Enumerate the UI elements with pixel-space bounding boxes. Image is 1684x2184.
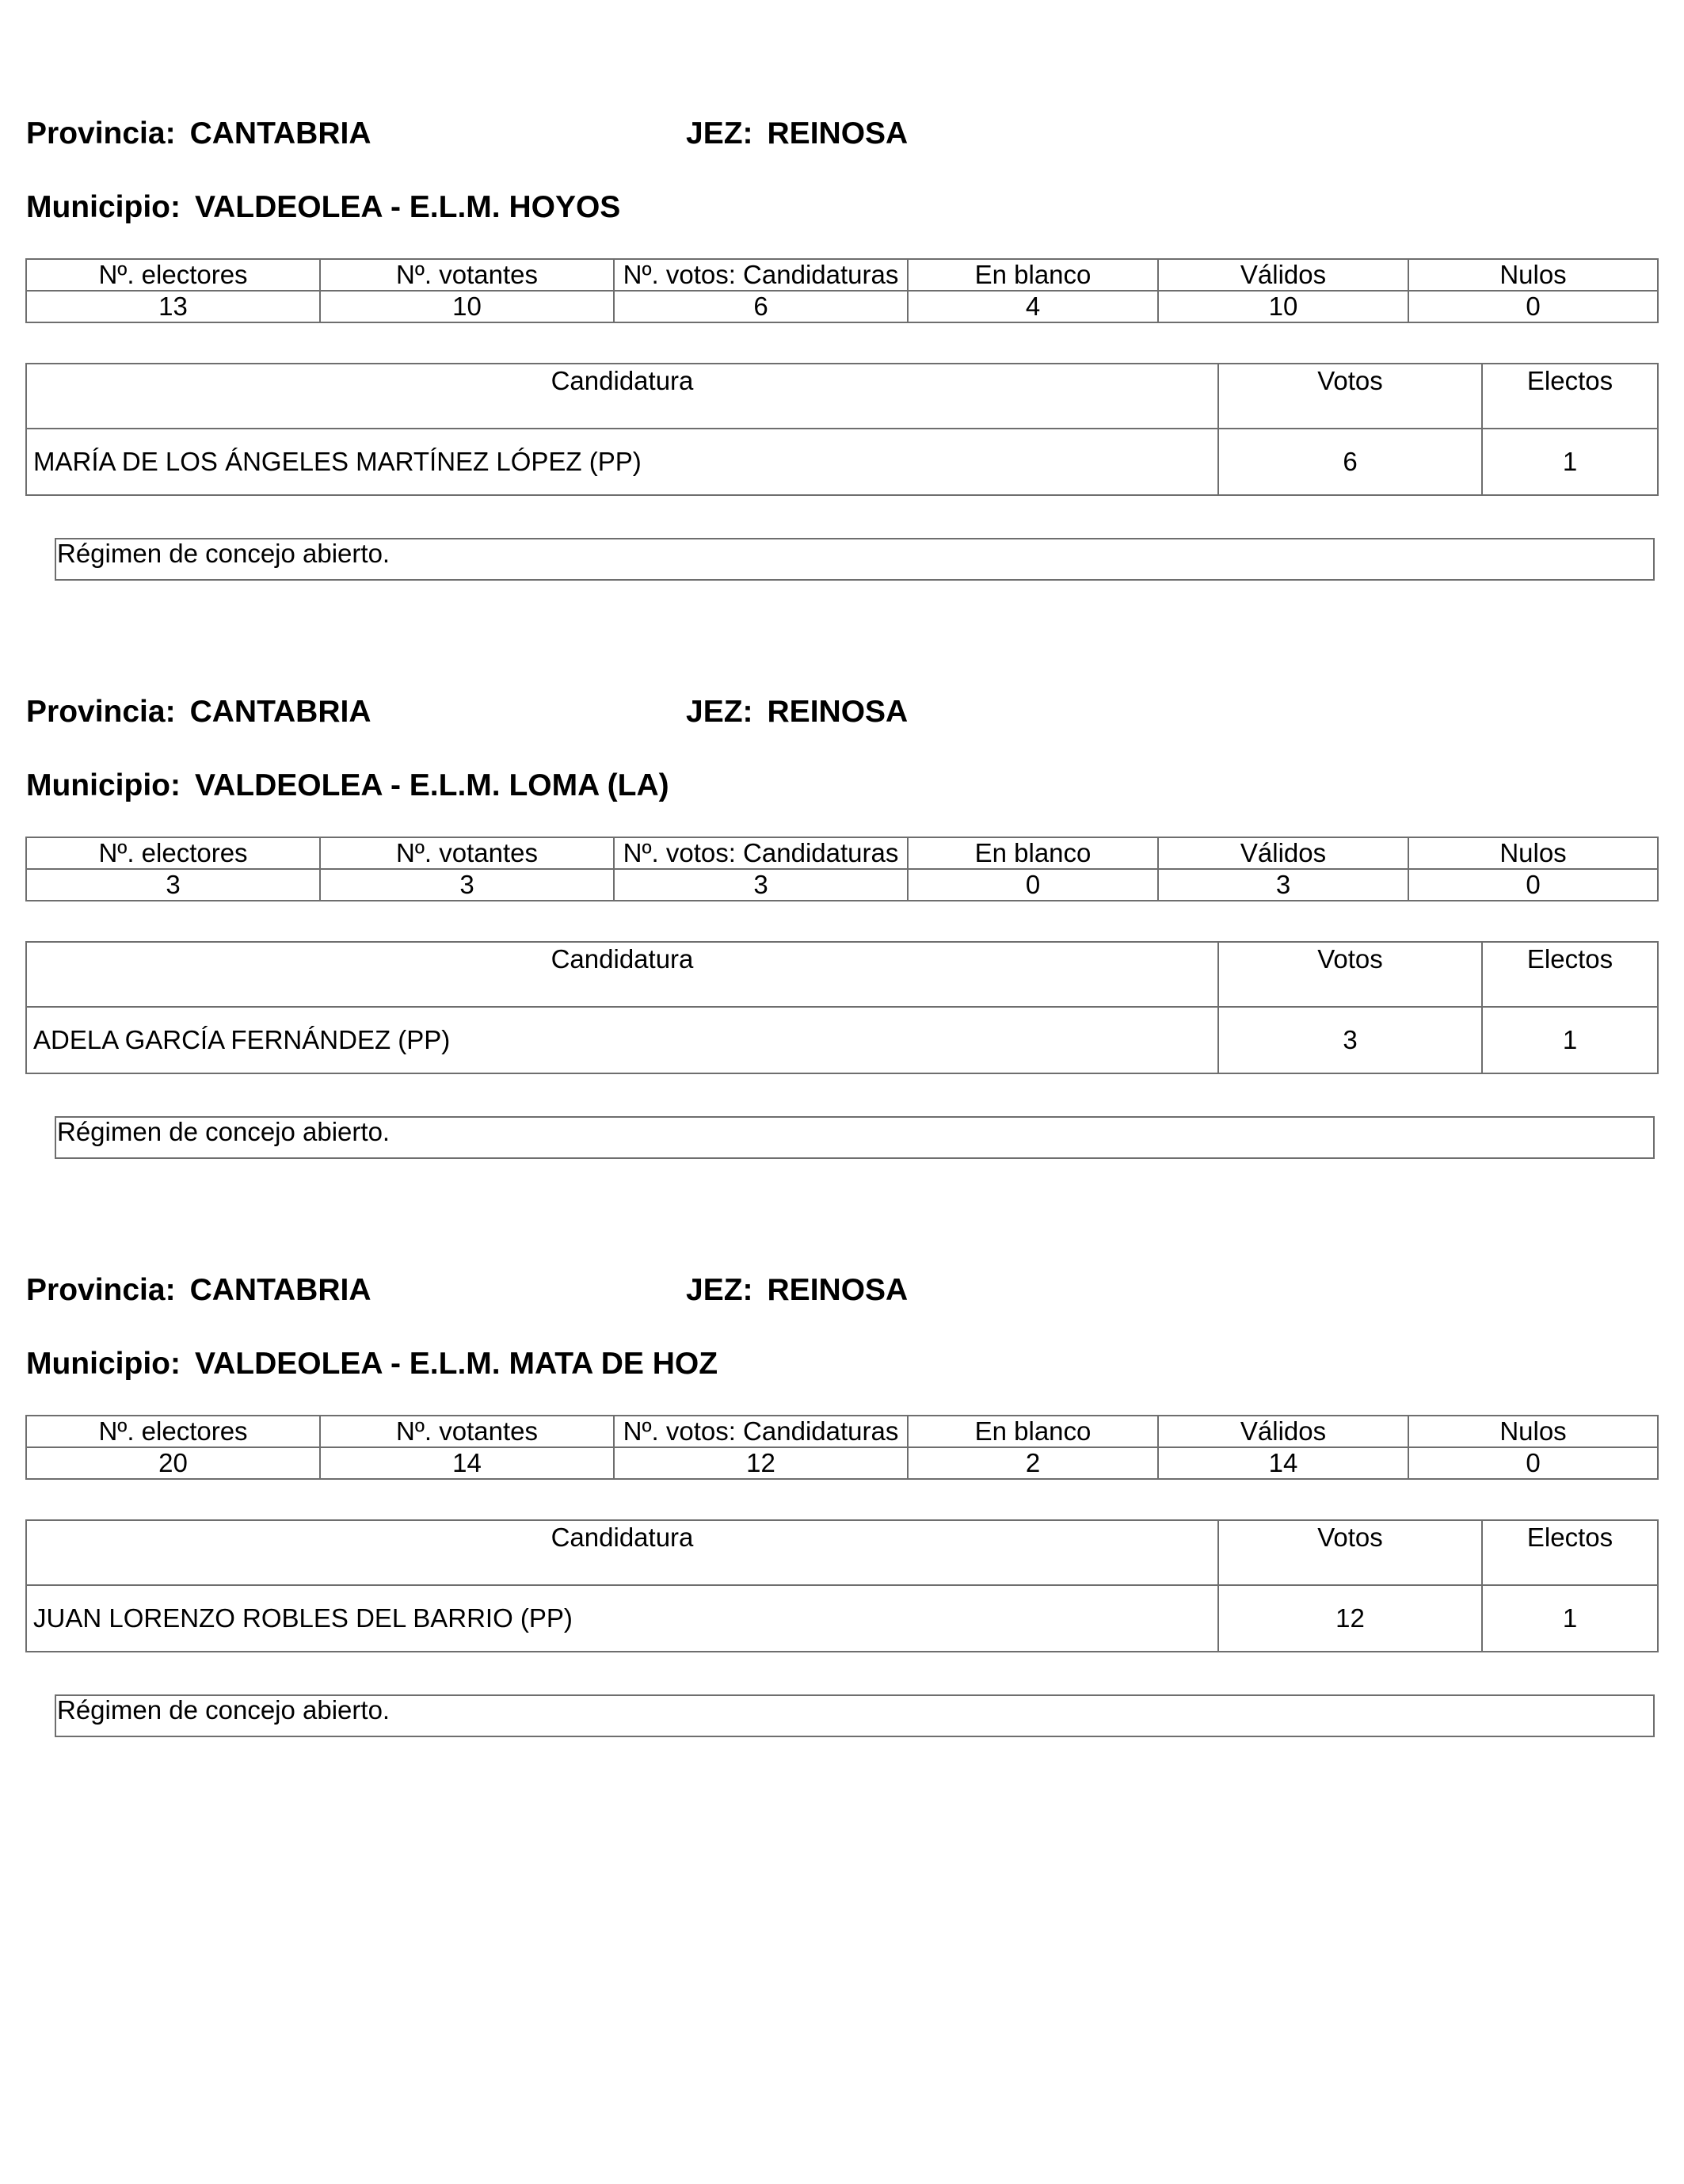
stats-header-cell: Nº. electores xyxy=(26,837,320,869)
candidates-header-row xyxy=(26,1520,1658,1585)
municipio-value: VALDEOLEA - E.L.M. LOMA (LA) xyxy=(194,768,669,802)
candidate-votos: 3 xyxy=(1218,1007,1482,1073)
stats-value-cell: 12 xyxy=(614,1447,908,1479)
stats-header-cell: Válidos xyxy=(1158,259,1408,291)
stats-header-cell: Válidos xyxy=(1158,837,1408,869)
candidate-name: JUAN LORENZO ROBLES DEL BARRIO (PP) xyxy=(26,1585,1218,1652)
stats-header-cell: Nulos xyxy=(1408,259,1658,291)
stats-value-cell: 0 xyxy=(908,869,1158,901)
candidates-table xyxy=(25,941,1659,1074)
candidates-table xyxy=(25,363,1659,496)
provincia-value: CANTABRIA xyxy=(189,116,371,151)
provincia-label: Provincia: xyxy=(26,116,176,151)
jez-label: JEZ: xyxy=(686,1273,753,1307)
jez-line xyxy=(686,695,908,730)
provincia-label: Provincia: xyxy=(26,695,176,729)
stats-header-cell: Nº. electores xyxy=(26,1416,320,1447)
stats-value-cell: 0 xyxy=(1408,1447,1658,1479)
stats-table xyxy=(25,258,1659,323)
stats-value-cell: 14 xyxy=(320,1447,614,1479)
stats-value-row xyxy=(26,1447,1658,1479)
stats-value-cell: 3 xyxy=(320,869,614,901)
jez-label: JEZ: xyxy=(686,695,753,729)
candidate-electos: 1 xyxy=(1482,429,1658,495)
jez-label: JEZ: xyxy=(686,116,753,151)
stats-value-cell: 0 xyxy=(1408,291,1658,322)
stats-header-cell: Nº. votos: Candidaturas xyxy=(614,837,908,869)
section-loma xyxy=(0,578,1684,1157)
stats-value-row xyxy=(26,291,1658,322)
stats-header-cell: Válidos xyxy=(1158,1416,1408,1447)
provincia-value: CANTABRIA xyxy=(189,1273,371,1307)
jez-value: REINOSA xyxy=(767,695,909,729)
provincia-line xyxy=(26,695,371,730)
candidate-name: ADELA GARCÍA FERNÁNDEZ (PP) xyxy=(26,1007,1218,1073)
note-box: Régimen de concejo abierto. xyxy=(55,1116,1655,1159)
stats-header-cell: En blanco xyxy=(908,259,1158,291)
jez-line xyxy=(686,1273,908,1308)
stats-value-cell: 2 xyxy=(908,1447,1158,1479)
stats-value-cell: 10 xyxy=(1158,291,1408,322)
municipio-label: Municipio: xyxy=(26,768,181,802)
candidates-header-row xyxy=(26,942,1658,1007)
stats-value-cell: 4 xyxy=(908,291,1158,322)
municipio-line xyxy=(26,768,669,803)
provincia-line xyxy=(26,116,371,151)
candidatura-header: Candidatura xyxy=(26,364,1218,429)
municipio-line xyxy=(26,1347,718,1382)
stats-header-cell: Nº. votantes xyxy=(320,1416,614,1447)
stats-header-cell: En blanco xyxy=(908,837,1158,869)
stats-header-cell: Nº. votos: Candidaturas xyxy=(614,1416,908,1447)
stats-table xyxy=(25,837,1659,901)
stats-value-cell: 13 xyxy=(26,291,320,322)
municipio-label: Municipio: xyxy=(26,1347,181,1381)
stats-value-cell: 3 xyxy=(26,869,320,901)
candidate-votos: 6 xyxy=(1218,429,1482,495)
electos-header: Electos xyxy=(1482,942,1658,1007)
candidate-row xyxy=(26,1585,1658,1652)
provincia-value: CANTABRIA xyxy=(189,695,371,729)
section-mata-de-hoz xyxy=(0,1157,1684,1735)
stats-value-row xyxy=(26,869,1658,901)
votos-header: Votos xyxy=(1218,364,1482,429)
municipio-label: Municipio: xyxy=(26,190,181,224)
stats-header-row xyxy=(26,837,1658,869)
stats-value-cell: 10 xyxy=(320,291,614,322)
candidate-electos: 1 xyxy=(1482,1007,1658,1073)
provincia-label: Provincia: xyxy=(26,1273,176,1307)
candidate-row xyxy=(26,1007,1658,1073)
candidates-header-row xyxy=(26,364,1658,429)
stats-header-cell: Nulos xyxy=(1408,1416,1658,1447)
stats-header-cell: En blanco xyxy=(908,1416,1158,1447)
votos-header: Votos xyxy=(1218,1520,1482,1585)
stats-header-cell: Nulos xyxy=(1408,837,1658,869)
votos-header: Votos xyxy=(1218,942,1482,1007)
candidatura-header: Candidatura xyxy=(26,1520,1218,1585)
stats-value-cell: 6 xyxy=(614,291,908,322)
provincia-line xyxy=(26,1273,371,1308)
stats-value-cell: 3 xyxy=(1158,869,1408,901)
candidatura-header: Candidatura xyxy=(26,942,1218,1007)
stats-value-cell: 14 xyxy=(1158,1447,1408,1479)
candidate-row xyxy=(26,429,1658,495)
candidate-name: MARÍA DE LOS ÁNGELES MARTÍNEZ LÓPEZ (PP) xyxy=(26,429,1218,495)
note-box: Régimen de concejo abierto. xyxy=(55,538,1655,581)
stats-header-row xyxy=(26,259,1658,291)
jez-value: REINOSA xyxy=(767,1273,909,1307)
stats-value-cell: 20 xyxy=(26,1447,320,1479)
stats-table xyxy=(25,1415,1659,1480)
note-box: Régimen de concejo abierto. xyxy=(55,1694,1655,1737)
jez-value: REINOSA xyxy=(767,116,909,151)
stats-header-row xyxy=(26,1416,1658,1447)
municipio-line xyxy=(26,190,620,225)
candidate-votos: 12 xyxy=(1218,1585,1482,1652)
electos-header: Electos xyxy=(1482,364,1658,429)
candidate-electos: 1 xyxy=(1482,1585,1658,1652)
stats-header-cell: Nº. votantes xyxy=(320,837,614,869)
stats-value-cell: 3 xyxy=(614,869,908,901)
jez-line xyxy=(686,116,908,151)
electos-header: Electos xyxy=(1482,1520,1658,1585)
municipio-value: VALDEOLEA - E.L.M. MATA DE HOZ xyxy=(194,1347,718,1381)
stats-value-cell: 0 xyxy=(1408,869,1658,901)
stats-header-cell: Nº. electores xyxy=(26,259,320,291)
candidates-table xyxy=(25,1519,1659,1652)
stats-header-cell: Nº. votos: Candidaturas xyxy=(614,259,908,291)
section-hoyos xyxy=(0,0,1684,578)
municipio-value: VALDEOLEA - E.L.M. HOYOS xyxy=(194,190,621,224)
stats-header-cell: Nº. votantes xyxy=(320,259,614,291)
